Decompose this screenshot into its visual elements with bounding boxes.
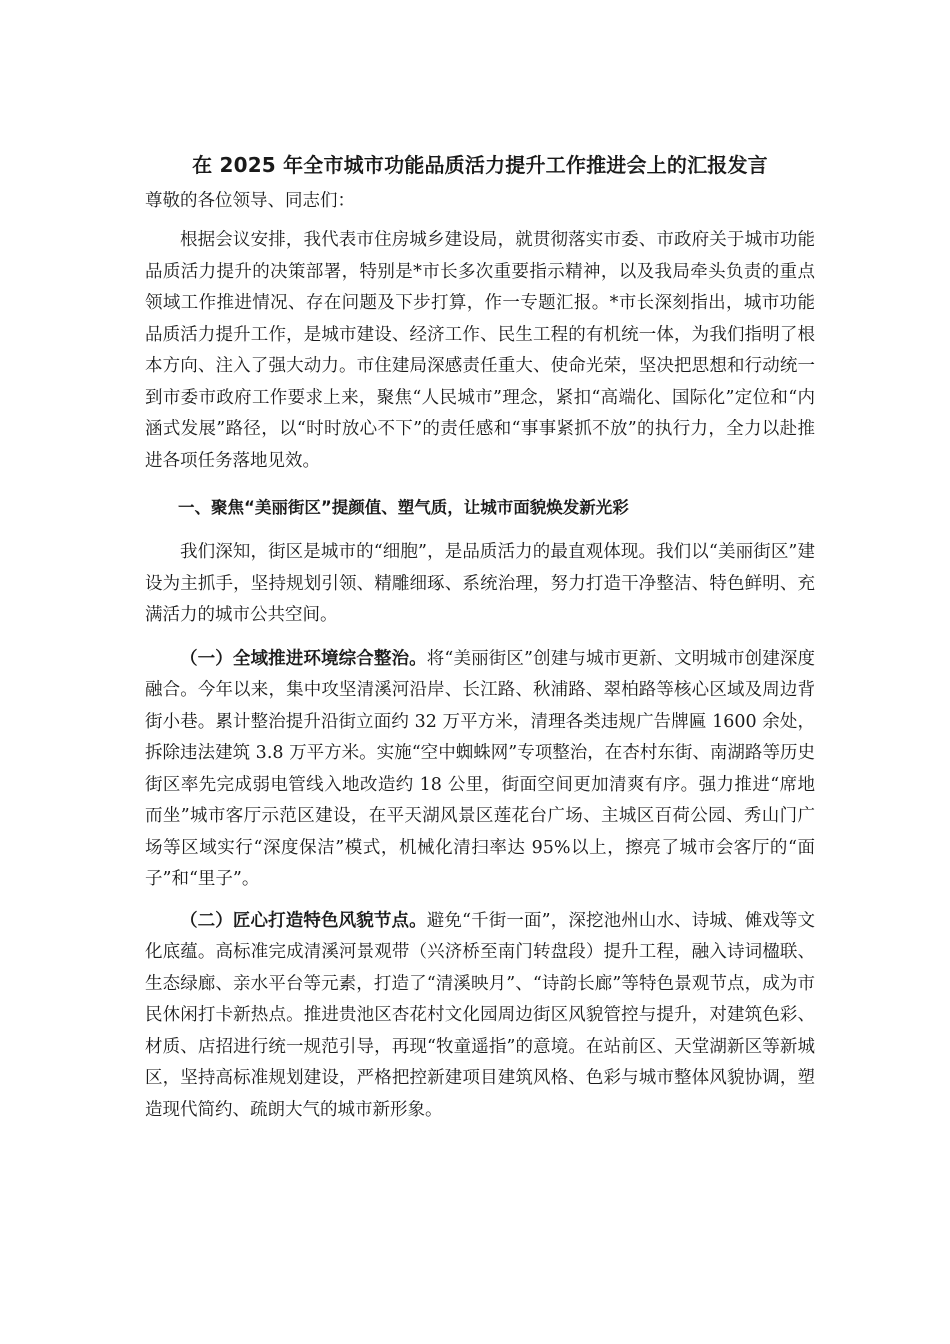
subsection-1-body: 将“美丽街区”创建与城市更新、文明城市创建深度融合。今年以来，集中攻坚清溪河沿岸、长江路、秋浦路、翠柏路等核心区域及周边背街小巷。累计整治提升沿街立面约 32 万平方米，清理各类违规广告牌匾 1600 余处，拆除违法建筑 3.8 万平方米。实施“空中蜘蛛网”专项整治，在杏村东街、南湖路等历史街区率先完成弱电管线入地改造约 18 公里，街面空间更加清爽有序。强力推进“席地而坐”城市客厅示范区建设，在平天湖风景区莲花台广场、主城区百荷公园、秀山门广场等区域实行“深度保洁”模式，机械化清扫率达 95%以上，擦亮了城市会客厅的“面子”和“里子”。 [145,648,815,889]
document-title: 在 2025 年全市城市功能品质活力提升工作推进会上的汇报发言 [192,153,768,177]
subsection-2-paragraph [145,906,815,1127]
section-1-intro-paragraph: 我们深知，街区是城市的“细胞”，是品质活力的最直观体现。我们以“美丽街区”建设为主抓手，坚持规划引领、精雕细琢、系统治理，努力打造干净整洁、特色鲜明、充满活力的城市公共空间。 [145,542,815,625]
salutation: 尊敬的各位领导、同志们： [145,191,355,211]
opening-paragraph: 根据会议安排，我代表市住房城乡建设局，就贯彻落实市委、市政府关于城市功能品质活力提升的决策部署，特别是*市长多次重要指示精神，以及我局牵头负责的重点领域工作推进情况、存在问题及下步打算，作一专题汇报。*市长深刻指出，城市功能品质活力提升工作，是城市建设、经济工作、民生工程的有机统一体，为我们指明了根本方向、注入了强大动力。市住建局深感责任重大、使命光荣，坚决把思想和行动统一到市委市政府工作要求上来，聚焦“人民城市”理念，紧扣“高端化、国际化”定位和“内涵式发展”路径，以“时时放心不下”的责任感和“事事紧抓不放”的执行力，全力以赴推进各项任务落地见效。 [145,230,815,471]
document-page [145,150,815,1126]
subsection-2-heading: （二）匠心打造特色风貌节点。 [180,910,427,931]
section-1-heading: 一、聚焦“美丽街区”提颜值、塑气质，让城市面貌焕发新光彩 [178,498,629,517]
subsection-1-heading: （一）全域推进环境综合整治。 [180,648,427,669]
subsection-2-body: 避免“千街一面”，深挖池州山水、诗城、傩戏等文化底蕴。高标准完成清溪河景观带（兴济桥至南门转盘段）提升工程，融入诗词楹联、生态绿廊、亲水平台等元素，打造了“清溪映月”、“诗韵长廊”等特色景观节点，成为市民休闲打卡新热点。推进贵池区杏花村文化园周边街区风貌管控与提升，对建筑色彩、材质、店招进行统一规范引导，再现“牧童遥指”的意境。在站前区、天堂湖新区等新城区，坚持高标准规划建设，严格把控新建项目建筑风格、色彩与城市整体风貌协调，塑造现代简约、疏朗大气的城市新形象。 [145,910,815,1120]
subsection-1-paragraph [145,644,815,896]
